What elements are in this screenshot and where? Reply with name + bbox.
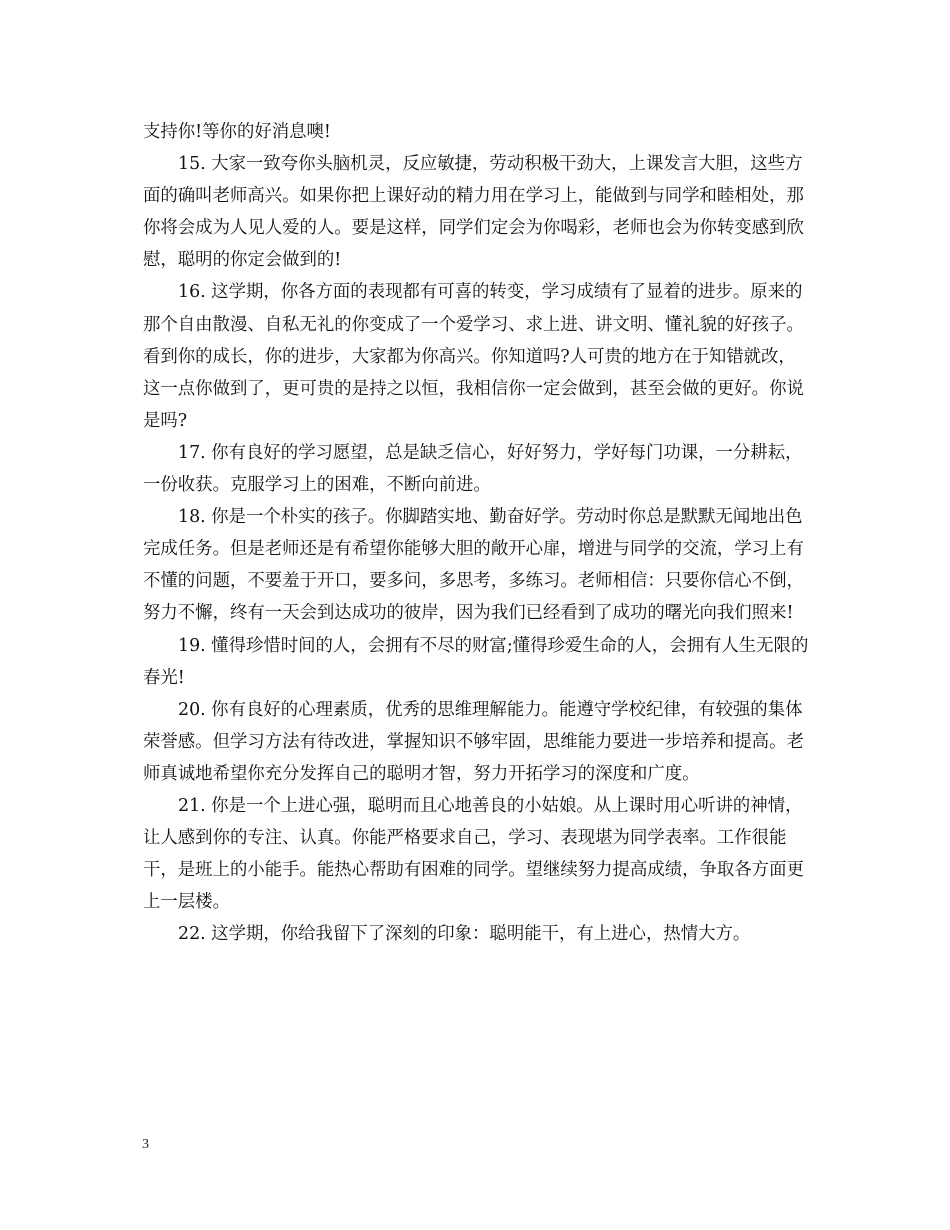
page-number: 3 [142,1137,149,1152]
paragraph-item-16: 16. 这学期，你各方面的表现都有可喜的转变，学习成绩有了显着的进步。原来的那个自由散漫、自私无礼的你变成了一个爱学习、求上进、讲文明、懂礼貌的好孩子。看到你的成长，你的进步，大家都为你高兴。你知道吗?人可贵的地方在于知错就改，这一点你做到了，更可贵的是持之以恒，我相信你一定会做到，甚至会做的更好。你说是吗? [143,282,804,431]
document-body [143,116,813,950]
paragraph-continuation: 支持你!等你的好消息噢! [143,122,331,142]
paragraph-item-17: 17. 你有良好的学习愿望，总是缺乏信心，好好努力，学好每门功课，一分耕耘，一份收获。克服学习上的困难，不断向前进。 [143,442,803,496]
paragraph-item-18: 18. 你是一个朴实的孩子。你脚踏实地、勤奋好学。劳动时你总是默默无闻地出色完成任务。但是老师还是有希望你能够大胆的敞开心扉，增进与同学的交流，学习上有不懂的问题，不要羞于开口，要多问，多思考，多练习。老师相信：只要你信心不倒，努力不懈，终有一天会到达成功的彼岸，因为我们已经看到了成功的曙光向我们照来! [143,507,804,624]
paragraph-item-19: 19. 懂得珍惜时间的人，会拥有不尽的财富;懂得珍爱生命的人，会拥有人生无限的春光! [143,635,809,688]
paragraph-item-15: 15. 大家一致夸你头脑机灵，反应敏捷，劳动积极干劲大，上课发言大胆，这些方面的确叫老师高兴。如果你把上课好动的精力用在学习上，能做到与同学和睦相处，那你将会成为人见人爱的人。要是这样，同学们定会为你喝彩，老师也会为你转变感到欣慰，聪明的你定会做到的! [143,154,804,271]
paragraph-item-20: 20. 你有良好的心理素质，优秀的思维理解能力。能遵守学校纪律，有较强的集体荣誉感。但学习方法有待改进，掌握知识不够牢固，思维能力要进一步培养和提高。老师真诚地希望你充分发挥自己的聪明才智，努力开拓学习的深度和广度。 [143,699,804,784]
paragraph-item-21: 21. 你是一个上进心强，聪明而且心地善良的小姑娘。从上课时用心听讲的神情，让人感到你的专注、认真。你能严格要求自己，学习、表现堪为同学表率。工作很能干，是班上的小能手。能热心帮助有困难的同学。望继续努力提高成绩，争取各方面更上一层楼。 [143,795,804,913]
paragraph-item-22: 22. 这学期，你给我留下了深刻的印象：聪明能干，有上进心，热情大方。 [178,924,751,945]
